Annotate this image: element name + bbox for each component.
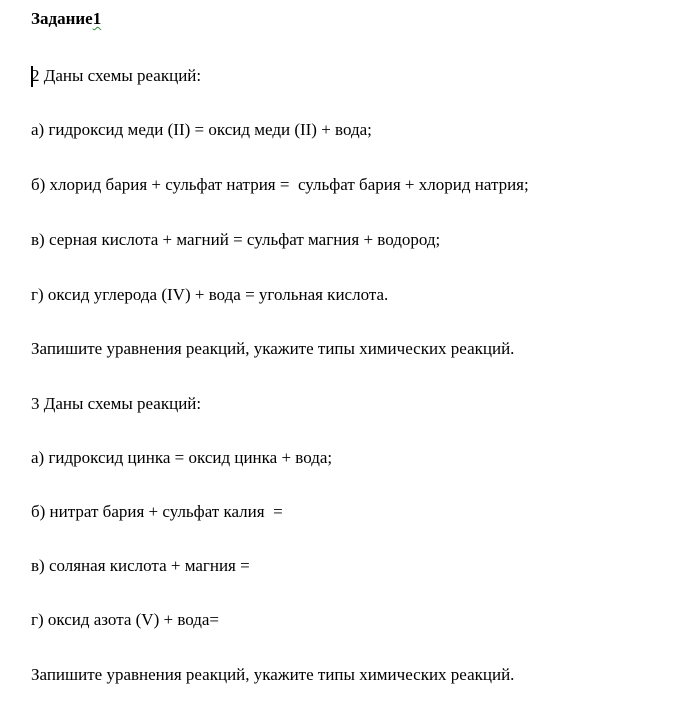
task-2-item-v: в) серная кислота + магний = сульфат магния + водород; [31, 230, 441, 249]
title-word: Задание [31, 9, 93, 28]
task-3-item-a: а) гидроксид цинка = оксид цинка + вода; [31, 448, 333, 467]
task-3-instruction: Запишите уравнения реакций, укажите типы химических реакций. [31, 665, 515, 684]
task-3-item-b: б) нитрат бария + сульфат калия = [31, 502, 283, 521]
task-2-heading: 2 Даны схемы реакций: [31, 66, 202, 85]
task-2-item-g: г) оксид углерода (IV) + вода = угольная кислота. [31, 285, 389, 304]
task-2-item-b: б) хлорид бария + сульфат натрия = сульфат бария + хлорид натрия; [31, 175, 529, 194]
task-2-item-a: а) гидроксид меди (II) = оксид меди (II) + вода; [31, 120, 372, 139]
document-title [31, 9, 101, 29]
task-3-item-v: в) соляная кислота + магния = [31, 556, 250, 575]
task-3-heading: 3 Даны схемы реакций: [31, 394, 202, 413]
task-2-instruction: Запишите уравнения реакций, укажите типы химических реакций. [31, 339, 515, 358]
task-3-item-g: г) оксид азота (V) + вода= [31, 610, 220, 629]
title-number-spellcheck: 1 [92, 9, 102, 28]
